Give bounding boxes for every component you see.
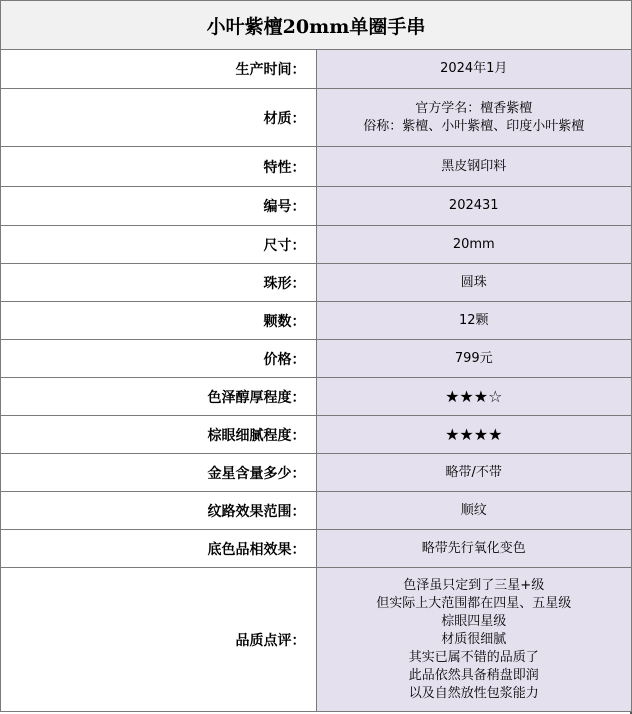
row-value <box>316 568 632 712</box>
row-label: 底色品相效果： <box>1 530 317 568</box>
value-line: 略带先行氧化变色 <box>421 540 526 556</box>
row-label: 价格： <box>1 340 317 378</box>
row-value <box>316 530 632 568</box>
value-line: 官方学名：檀香紫檀 <box>415 100 533 116</box>
table-row <box>1 264 632 302</box>
value-line: 但实际上大范围都在四星、五星级 <box>376 595 572 611</box>
row-label: 纹路效果范围： <box>1 492 317 530</box>
value-line: 材质很细腻 <box>441 631 507 647</box>
row-value <box>316 378 632 416</box>
value-line: 12颗 <box>458 312 489 328</box>
row-value <box>316 147 632 187</box>
value-line: 此品依然具备稍盘即润 <box>408 667 539 683</box>
row-label: 棕眼细腻程度： <box>1 416 317 454</box>
row-label: 尺寸： <box>1 226 317 264</box>
table-row <box>1 89 632 147</box>
row-label: 特性： <box>1 147 317 187</box>
row-value <box>316 50 632 89</box>
value-line: 顺纹 <box>460 502 487 518</box>
table-row <box>1 226 632 264</box>
row-value <box>316 264 632 302</box>
star-rating: ★★★☆ <box>445 386 503 406</box>
value-line: 俗称：紫檀、小叶紫檀、印度小叶紫檀 <box>363 118 585 134</box>
table-row <box>1 50 632 89</box>
value-line: 黑皮钢印料 <box>441 158 507 174</box>
value-line: 其实已属不错的品质了 <box>408 649 539 665</box>
row-value <box>316 302 632 340</box>
row-label: 品质点评： <box>1 568 317 712</box>
row-value <box>316 416 632 454</box>
table-row <box>1 187 632 226</box>
title-row <box>1 1 632 50</box>
row-label: 颗数： <box>1 302 317 340</box>
value-line: 2024年1月 <box>440 61 508 76</box>
row-value <box>316 492 632 530</box>
row-value <box>316 454 632 492</box>
row-label: 色泽醇厚程度： <box>1 378 317 416</box>
table-row <box>1 147 632 187</box>
row-value <box>316 89 632 147</box>
value-line: 20mm <box>452 236 495 252</box>
table-row <box>1 378 632 416</box>
table-row <box>1 568 632 712</box>
value-line: 202431 <box>448 198 499 213</box>
table-row <box>1 302 632 340</box>
row-label: 金星含量多少： <box>1 454 317 492</box>
star-rating: ★★★★ <box>445 424 503 444</box>
row-value <box>316 187 632 226</box>
value-line: 略带/不带 <box>445 464 502 480</box>
row-label: 生产时间： <box>1 50 317 89</box>
table-row <box>1 340 632 378</box>
row-value <box>316 340 632 378</box>
row-label: 珠形： <box>1 264 317 302</box>
table-row <box>1 492 632 530</box>
value-line: 棕眼四星级 <box>441 613 507 629</box>
page-title: 小叶紫檀20mm单圈手串 <box>1 1 632 50</box>
row-value <box>316 226 632 264</box>
table-row <box>1 454 632 492</box>
value-line: 799元 <box>454 350 493 366</box>
table-row <box>1 416 632 454</box>
value-line: 圆珠 <box>460 274 487 290</box>
row-label: 编号： <box>1 187 317 226</box>
row-label: 材质： <box>1 89 317 147</box>
value-line: 以及自然放性包浆能力 <box>408 685 539 701</box>
value-line: 色泽虽只定到了三星+级 <box>403 577 545 593</box>
table-row <box>1 530 632 568</box>
